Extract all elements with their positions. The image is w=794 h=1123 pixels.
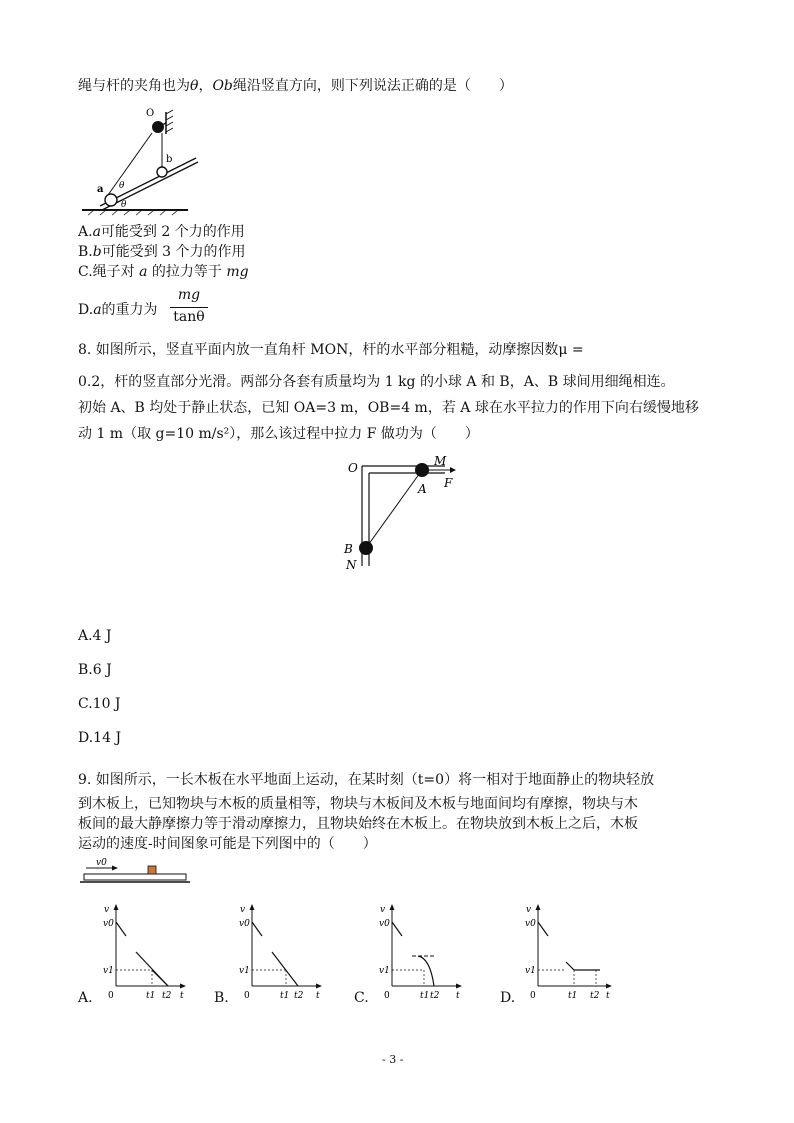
q9-a-t2: t2 <box>162 991 172 1001</box>
q7-ob: Ob <box>212 78 233 94</box>
q9-b-v0: v0 <box>239 919 250 929</box>
q9-c-t1: t1 <box>420 991 430 1001</box>
q9-d-zero: 0 <box>530 991 536 1001</box>
q9-b-v: v <box>240 905 246 915</box>
q9-graph-a <box>96 900 188 1006</box>
q7-theta: θ <box>190 78 199 94</box>
q9-a-v: v <box>104 905 110 915</box>
q9-c-t: t <box>456 991 460 1001</box>
q7-label-a: a <box>97 184 104 195</box>
q9-option-c: C. <box>354 990 369 1006</box>
q9-b-v1: v1 <box>239 966 250 976</box>
q9-a-zero: 0 <box>108 991 114 1001</box>
q9-d-t: t <box>606 991 610 1001</box>
q8-label-o: O <box>348 461 358 475</box>
q8-option-b: B.6 J <box>78 662 112 678</box>
q9-board-label-v0: v0 <box>96 858 107 868</box>
q7-figure <box>78 100 218 218</box>
page-number: - 3 - <box>382 1053 404 1066</box>
q7-label-o: O <box>146 108 155 119</box>
q8-option-a: A.4 J <box>78 628 112 644</box>
q9-a-v0: v0 <box>103 919 114 929</box>
q8-line-4: 动 1 m（取 g=10 m/s²），那么该过程中拉力 F 做功为（ ） <box>78 426 479 442</box>
q9-graph-d <box>518 900 616 1006</box>
q9-d-t1: t1 <box>568 991 578 1001</box>
q9-b-t: t <box>316 991 320 1001</box>
q8-figure <box>340 456 470 576</box>
q7-option-b: B.b可能受到 3 个力的作用 <box>78 244 246 260</box>
q9-option-a: A. <box>78 990 93 1006</box>
q8-label-f: F <box>444 476 453 490</box>
q9-d-v: v <box>526 905 532 915</box>
q7-label-b: b <box>166 154 173 165</box>
q8-label-b: B <box>344 542 353 556</box>
q9-d-v1: v1 <box>525 966 536 976</box>
q7-label-theta1: θ <box>119 181 125 191</box>
q9-line-2: 到木板上，已知物块与木板的质量相等，物块与木板间及木板与地面间均有摩擦，物块与木 <box>78 796 638 812</box>
q8-label-m: M <box>434 456 447 468</box>
q8-line-2: 0.2，杆的竖直部分光滑。两部分各套有质量均为 1 kg 的小球 A 和 B，A、B 球间用细绳相连。 <box>78 374 675 390</box>
q7-intro-b: ， <box>198 78 213 94</box>
q7-label-theta2: θ <box>121 200 127 210</box>
q8-line-1: 8. 如图所示，竖直平面内放一直角杆 MON，杆的水平部分粗糙，动摩擦因数μ = <box>78 342 584 358</box>
q7-intro-c: 绳沿竖直方向，则下列说法正确的是（ ） <box>232 78 513 94</box>
q9-c-zero: 0 <box>384 991 390 1001</box>
q9-a-t1: t1 <box>146 991 156 1001</box>
q8-option-c: C.10 J <box>78 696 121 712</box>
q7-option-d: D.a的重力为 <box>78 302 158 318</box>
q8-line-3: 初始 A、B 均处于静止状态，已知 OA=3 m，OB=4 m，若 A 球在水平拉力的作用下向右缓慢地移 <box>78 400 699 416</box>
q9-c-t2: t2 <box>430 991 440 1001</box>
q9-c-v1: v1 <box>379 966 390 976</box>
q9-line-1: 9. 如图所示，一长木板在水平地面上运动，在某时刻（t=0）将一相对于地面静止的物块轻放 <box>78 772 655 788</box>
q7-intro-a: 绳与杆的夹角也为 <box>78 78 190 94</box>
q9-option-b: B. <box>214 990 229 1006</box>
q7-fraction-bar <box>170 307 208 308</box>
q8-label-a: A <box>418 482 427 496</box>
q9-b-t1: t1 <box>280 991 290 1001</box>
q9-line-3: 板间的最大静摩擦力等于滑动摩擦力，且物块始终在木板上。在物块放到木板上之后，木板 <box>78 816 638 832</box>
q9-d-t2: t2 <box>590 991 600 1001</box>
q9-a-v1: v1 <box>103 966 114 976</box>
q9-a-t: t <box>180 991 184 1001</box>
q7-fraction-den: tanθ <box>173 309 205 325</box>
q7-fraction-num: mg <box>177 287 201 303</box>
q9-b-t2: t2 <box>294 991 304 1001</box>
q8-option-d: D.14 J <box>78 730 122 746</box>
q7-intro <box>78 76 513 96</box>
q9-c-v0: v0 <box>379 919 390 929</box>
q9-option-d: D. <box>500 990 516 1006</box>
q9-c-v: v <box>380 905 386 915</box>
q7-option-c: C.绳子对 a 的拉力等于 mg <box>78 264 249 280</box>
q8-label-n: N <box>346 558 357 572</box>
q9-graph-c <box>372 900 464 1006</box>
q7-option-a: A.a可能受到 2 个力的作用 <box>78 224 245 240</box>
q9-graph-b <box>232 900 324 1006</box>
q9-line-4: 运动的速度-时间图象可能是下列图中的（ ） <box>78 836 377 852</box>
q9-b-zero: 0 <box>244 991 250 1001</box>
q9-board-figure <box>78 856 198 886</box>
q9-d-v0: v0 <box>525 919 536 929</box>
